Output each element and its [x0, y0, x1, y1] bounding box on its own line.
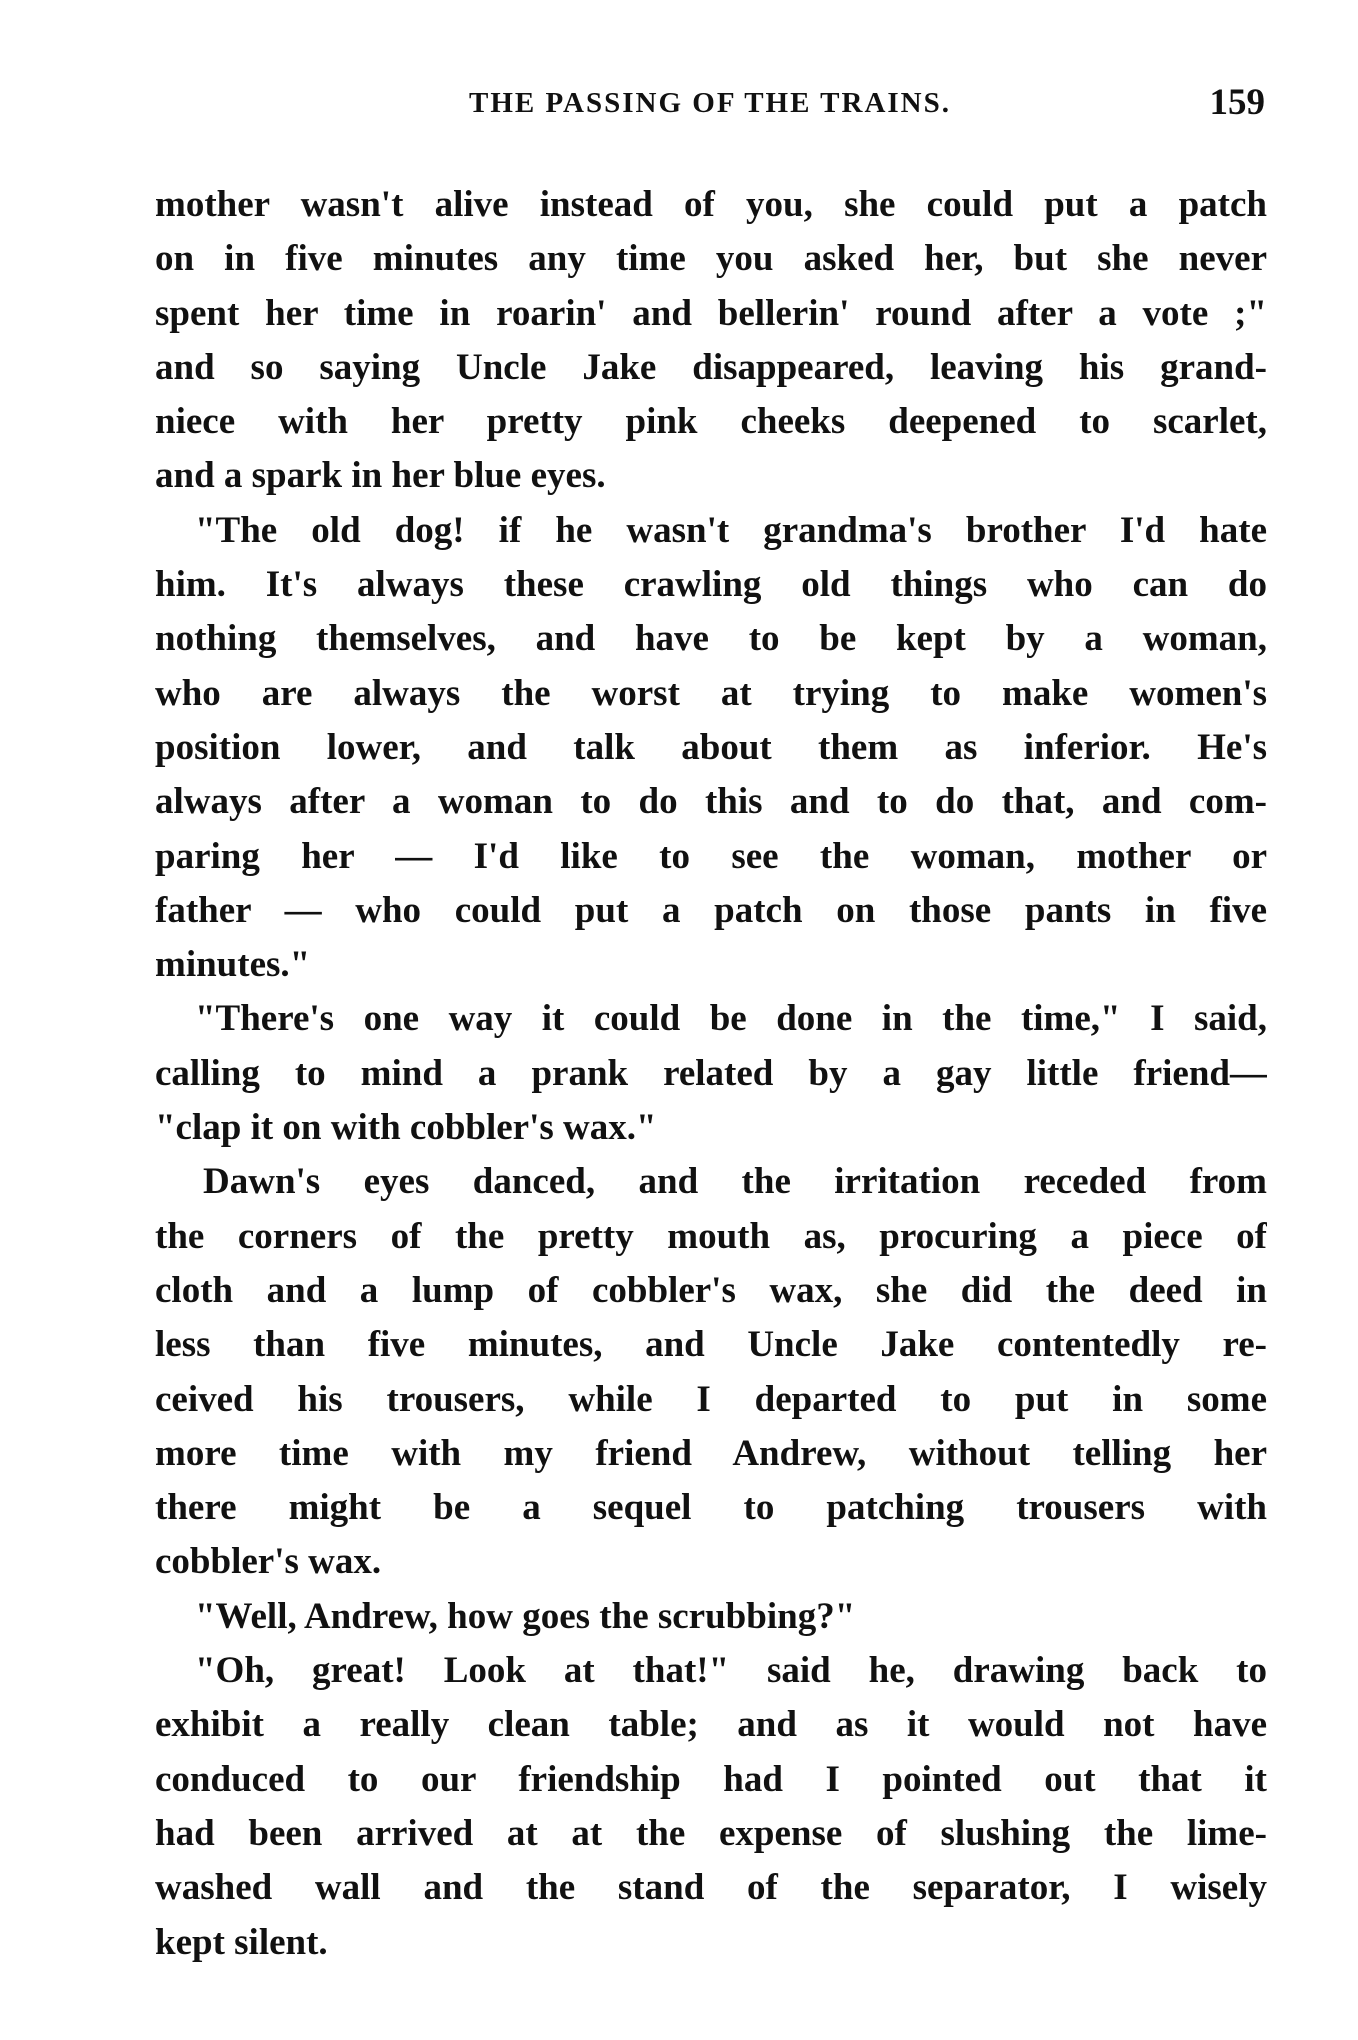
text-line: position lower, and talk about them as inferior. He's	[155, 726, 1267, 768]
text-line: nothing themselves, and have to be kept by a woman,	[155, 618, 1267, 660]
running-head	[155, 78, 1265, 128]
text-line: Dawn's eyes danced, and the irritation receded from	[203, 1161, 1267, 1203]
text-line: and a spark in her blue eyes.	[155, 455, 606, 497]
text-line: had been arrived at at the expense of slushing the lime-	[155, 1812, 1267, 1854]
text-line: ceived his trousers, while I departed to put in some	[155, 1378, 1267, 1420]
text-line: spent her time in roarin' and bellerin' round after a vote ;"	[155, 292, 1267, 334]
text-line: on in five minutes any time you asked her, but she never	[155, 238, 1267, 280]
text-line: less than five minutes, and Uncle Jake contentedly re-	[155, 1324, 1267, 1366]
paragraph	[155, 504, 1267, 993]
text-line: "There's one way it could be done in the time," I said,	[195, 998, 1267, 1040]
text-line: more time with my friend Andrew, without telling her	[155, 1432, 1267, 1474]
paragraph	[155, 1590, 1267, 1644]
text-line: father — who could put a patch on those pants in five	[155, 889, 1267, 931]
text-line: there might be a sequel to patching trousers with	[155, 1487, 1267, 1529]
paragraph	[155, 1155, 1267, 1589]
text-line: niece with her pretty pink cheeks deepened to scarlet,	[155, 401, 1267, 443]
paragraph	[155, 178, 1267, 504]
text-line: always after a woman to do this and to do that, and com-	[155, 781, 1267, 823]
text-line: who are always the worst at trying to make women's	[155, 672, 1267, 714]
text-line: kept silent.	[155, 1921, 328, 1963]
paragraph	[155, 992, 1267, 1155]
text-line: "clap it on with cobbler's wax."	[155, 1107, 657, 1149]
page-number: 159	[1209, 82, 1265, 123]
text-line: and so saying Uncle Jake disappeared, leaving his grand-	[155, 346, 1267, 388]
text-line: cloth and a lump of cobbler's wax, she did the deed in	[155, 1269, 1267, 1311]
text-line: "Well, Andrew, how goes the scrubbing?"	[195, 1595, 856, 1637]
text-line: "The old dog! if he wasn't grandma's brother I'd hate	[195, 509, 1267, 551]
text-line: paring her — I'd like to see the woman, mother or	[155, 835, 1267, 877]
text-line: minutes."	[155, 944, 311, 986]
text-line: "Oh, great! Look at that!" said he, drawing back to	[195, 1650, 1267, 1692]
text-line: cobbler's wax.	[155, 1541, 382, 1583]
text-line: calling to mind a prank related by a gay little friend—	[155, 1052, 1267, 1094]
text-line: conduced to our friendship had I pointed out that it	[155, 1758, 1267, 1800]
body-text	[155, 178, 1267, 1970]
paragraph	[155, 1644, 1267, 1970]
text-line: mother wasn't alive instead of you, she could put a patch	[155, 184, 1267, 225]
text-line: the corners of the pretty mouth as, procuring a piece of	[155, 1215, 1267, 1257]
text-line: him. It's always these crawling old things who can do	[155, 564, 1267, 606]
text-line: washed wall and the stand of the separator, I wisely	[155, 1867, 1267, 1909]
running-title: THE PASSING OF THE TRAINS.	[468, 87, 951, 119]
text-line: exhibit a really clean table; and as it would not have	[155, 1704, 1267, 1746]
